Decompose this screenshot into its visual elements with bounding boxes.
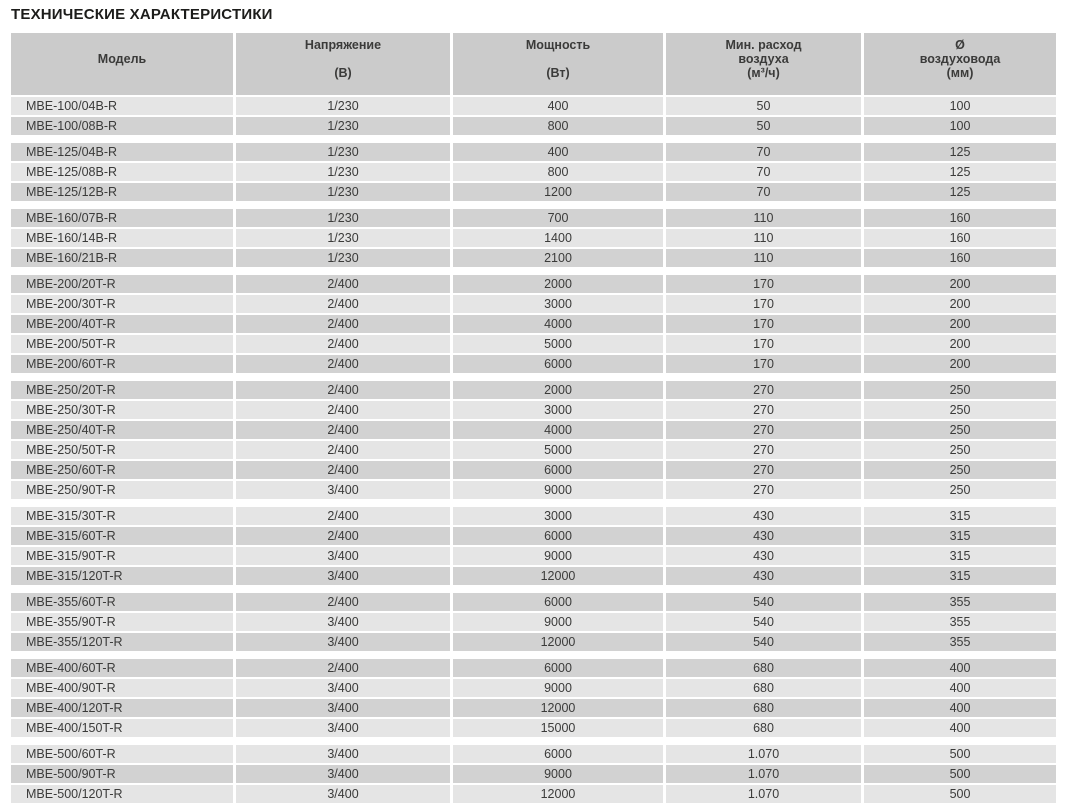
table-row xyxy=(11,249,1056,267)
header-cell-power-line: (Вт) xyxy=(546,66,570,80)
cell-airflow: 170 xyxy=(666,275,861,293)
cell-duct: 250 xyxy=(864,381,1056,399)
cell-power: 1400 xyxy=(453,229,663,247)
cell-model: MBE-125/04B-R xyxy=(11,143,233,161)
cell-duct: 250 xyxy=(864,481,1056,499)
cell-airflow: 70 xyxy=(666,163,861,181)
model-group-MBE-250 xyxy=(11,381,1056,499)
cell-duct: 200 xyxy=(864,315,1056,333)
cell-voltage: 2/400 xyxy=(236,659,450,677)
cell-duct: 315 xyxy=(864,507,1056,525)
cell-power: 800 xyxy=(453,117,663,135)
table-row xyxy=(11,633,1056,651)
cell-duct: 500 xyxy=(864,785,1056,803)
spec-table xyxy=(11,33,1056,803)
table-row xyxy=(11,117,1056,135)
cell-power: 5000 xyxy=(453,335,663,353)
cell-model: MBE-125/08B-R xyxy=(11,163,233,181)
cell-power: 6000 xyxy=(453,355,663,373)
table-row xyxy=(11,381,1056,399)
cell-airflow: 1.070 xyxy=(666,785,861,803)
cell-airflow: 1.070 xyxy=(666,765,861,783)
cell-duct: 100 xyxy=(864,97,1056,115)
cell-power: 4000 xyxy=(453,315,663,333)
cell-power: 6000 xyxy=(453,659,663,677)
cell-voltage: 3/400 xyxy=(236,633,450,651)
cell-model: MBE-315/60T-R xyxy=(11,527,233,545)
cell-airflow: 680 xyxy=(666,719,861,737)
table-row xyxy=(11,401,1056,419)
cell-voltage: 3/400 xyxy=(236,481,450,499)
cell-voltage: 2/400 xyxy=(236,381,450,399)
header-cell-model-line: Модель xyxy=(97,52,147,66)
cell-duct: 160 xyxy=(864,249,1056,267)
header-cell-duct-line: (мм) xyxy=(946,66,974,80)
cell-airflow: 50 xyxy=(666,117,861,135)
cell-model: MBE-355/120T-R xyxy=(11,633,233,651)
cell-model: MBE-315/30T-R xyxy=(11,507,233,525)
cell-power: 6000 xyxy=(453,593,663,611)
header-cell-power xyxy=(453,33,663,95)
cell-voltage: 2/400 xyxy=(236,441,450,459)
header-cell-model xyxy=(11,33,233,95)
cell-power: 12000 xyxy=(453,785,663,803)
table-row xyxy=(11,355,1056,373)
model-group-MBE-125 xyxy=(11,143,1056,201)
cell-voltage: 1/230 xyxy=(236,97,450,115)
cell-power: 9000 xyxy=(453,547,663,565)
cell-duct: 355 xyxy=(864,633,1056,651)
cell-airflow: 430 xyxy=(666,547,861,565)
cell-airflow: 1.070 xyxy=(666,745,861,763)
table-row xyxy=(11,765,1056,783)
cell-duct: 355 xyxy=(864,593,1056,611)
cell-voltage: 3/400 xyxy=(236,699,450,717)
cell-duct: 400 xyxy=(864,719,1056,737)
table-row xyxy=(11,143,1056,161)
cell-power: 800 xyxy=(453,163,663,181)
cell-model: MBE-250/60T-R xyxy=(11,461,233,479)
cell-voltage: 2/400 xyxy=(236,593,450,611)
cell-voltage: 1/230 xyxy=(236,209,450,227)
cell-voltage: 1/230 xyxy=(236,143,450,161)
model-group-MBE-400 xyxy=(11,659,1056,737)
cell-model: MBE-250/20T-R xyxy=(11,381,233,399)
header-cell-airflow-line: (м³/ч) xyxy=(747,66,780,80)
table-row xyxy=(11,229,1056,247)
cell-model: MBE-315/90T-R xyxy=(11,547,233,565)
cell-model: MBE-100/04B-R xyxy=(11,97,233,115)
cell-voltage: 2/400 xyxy=(236,507,450,525)
cell-voltage: 1/230 xyxy=(236,249,450,267)
table-row xyxy=(11,275,1056,293)
cell-duct: 200 xyxy=(864,275,1056,293)
table-row xyxy=(11,613,1056,631)
table-row xyxy=(11,461,1056,479)
cell-airflow: 680 xyxy=(666,699,861,717)
cell-voltage: 2/400 xyxy=(236,401,450,419)
cell-airflow: 50 xyxy=(666,97,861,115)
cell-duct: 160 xyxy=(864,209,1056,227)
cell-voltage: 3/400 xyxy=(236,679,450,697)
cell-airflow: 270 xyxy=(666,421,861,439)
cell-power: 400 xyxy=(453,97,663,115)
cell-duct: 500 xyxy=(864,745,1056,763)
cell-duct: 400 xyxy=(864,699,1056,717)
cell-power: 6000 xyxy=(453,461,663,479)
cell-voltage: 3/400 xyxy=(236,765,450,783)
cell-power: 2000 xyxy=(453,381,663,399)
table-row xyxy=(11,679,1056,697)
cell-voltage: 2/400 xyxy=(236,295,450,313)
cell-airflow: 540 xyxy=(666,593,861,611)
header-cell-voltage-line: Напряжение xyxy=(304,38,382,52)
cell-model: MBE-160/21B-R xyxy=(11,249,233,267)
cell-voltage: 1/230 xyxy=(236,117,450,135)
cell-model: MBE-250/50T-R xyxy=(11,441,233,459)
cell-model: MBE-500/60T-R xyxy=(11,745,233,763)
cell-airflow: 70 xyxy=(666,183,861,201)
cell-airflow: 430 xyxy=(666,527,861,545)
table-row xyxy=(11,745,1056,763)
cell-airflow: 540 xyxy=(666,633,861,651)
cell-voltage: 1/230 xyxy=(236,183,450,201)
cell-duct: 200 xyxy=(864,295,1056,313)
model-group-MBE-355 xyxy=(11,593,1056,651)
table-row xyxy=(11,547,1056,565)
cell-voltage: 1/230 xyxy=(236,163,450,181)
cell-power: 15000 xyxy=(453,719,663,737)
header-cell-duct xyxy=(864,33,1056,95)
cell-model: MBE-400/60T-R xyxy=(11,659,233,677)
cell-model: MBE-200/30T-R xyxy=(11,295,233,313)
cell-airflow: 170 xyxy=(666,315,861,333)
cell-voltage: 3/400 xyxy=(236,547,450,565)
cell-power: 12000 xyxy=(453,633,663,651)
cell-power: 6000 xyxy=(453,745,663,763)
cell-airflow: 110 xyxy=(666,209,861,227)
cell-model: MBE-400/150T-R xyxy=(11,719,233,737)
cell-airflow: 270 xyxy=(666,441,861,459)
cell-airflow: 680 xyxy=(666,679,861,697)
cell-model: MBE-500/120T-R xyxy=(11,785,233,803)
cell-voltage: 2/400 xyxy=(236,527,450,545)
header-cell-duct-line: воздуховода xyxy=(919,52,1001,66)
table-row xyxy=(11,785,1056,803)
cell-power: 3000 xyxy=(453,295,663,313)
table-row xyxy=(11,295,1056,313)
cell-power: 9000 xyxy=(453,679,663,697)
cell-airflow: 680 xyxy=(666,659,861,677)
header-cell-duct-line: Ø xyxy=(955,38,965,52)
cell-model: MBE-160/14B-R xyxy=(11,229,233,247)
cell-power: 1200 xyxy=(453,183,663,201)
cell-model: MBE-200/60T-R xyxy=(11,355,233,373)
model-group-MBE-160 xyxy=(11,209,1056,267)
cell-duct: 250 xyxy=(864,461,1056,479)
cell-model: MBE-200/40T-R xyxy=(11,315,233,333)
cell-duct: 200 xyxy=(864,335,1056,353)
table-row xyxy=(11,507,1056,525)
cell-model: MBE-100/08B-R xyxy=(11,117,233,135)
table-row xyxy=(11,441,1056,459)
cell-voltage: 2/400 xyxy=(236,315,450,333)
cell-duct: 250 xyxy=(864,401,1056,419)
cell-duct: 125 xyxy=(864,163,1056,181)
cell-duct: 250 xyxy=(864,421,1056,439)
cell-model: MBE-200/20T-R xyxy=(11,275,233,293)
cell-model: MBE-315/120T-R xyxy=(11,567,233,585)
cell-model: MBE-250/90T-R xyxy=(11,481,233,499)
model-group-MBE-200 xyxy=(11,275,1056,373)
cell-power: 4000 xyxy=(453,421,663,439)
cell-model: MBE-250/40T-R xyxy=(11,421,233,439)
cell-power: 400 xyxy=(453,143,663,161)
cell-model: MBE-400/120T-R xyxy=(11,699,233,717)
table-row xyxy=(11,659,1056,677)
header-cell-power-line: Мощность xyxy=(525,38,591,52)
model-group-MBE-315 xyxy=(11,507,1056,585)
cell-airflow: 270 xyxy=(666,481,861,499)
cell-model: MBE-160/07B-R xyxy=(11,209,233,227)
cell-duct: 250 xyxy=(864,441,1056,459)
cell-model: MBE-355/90T-R xyxy=(11,613,233,631)
table-row xyxy=(11,421,1056,439)
cell-power: 700 xyxy=(453,209,663,227)
header-cell-voltage xyxy=(236,33,450,95)
cell-voltage: 3/400 xyxy=(236,567,450,585)
cell-duct: 400 xyxy=(864,679,1056,697)
cell-power: 5000 xyxy=(453,441,663,459)
cell-duct: 200 xyxy=(864,355,1056,373)
cell-duct: 400 xyxy=(864,659,1056,677)
table-body xyxy=(11,97,1056,803)
cell-duct: 315 xyxy=(864,547,1056,565)
cell-airflow: 170 xyxy=(666,355,861,373)
header-cell-airflow-line: воздуха xyxy=(738,52,789,66)
table-row xyxy=(11,481,1056,499)
cell-power: 3000 xyxy=(453,401,663,419)
cell-duct: 125 xyxy=(864,143,1056,161)
cell-airflow: 110 xyxy=(666,229,861,247)
cell-power: 2000 xyxy=(453,275,663,293)
cell-power: 12000 xyxy=(453,567,663,585)
cell-model: MBE-125/12B-R xyxy=(11,183,233,201)
page-title: ТЕХНИЧЕСКИЕ ХАРАКТЕРИСТИКИ xyxy=(11,6,273,23)
table-header xyxy=(11,33,1056,95)
table-row xyxy=(11,527,1056,545)
header-cell-airflow-line: Мин. расход xyxy=(725,38,802,52)
cell-voltage: 3/400 xyxy=(236,613,450,631)
cell-model: MBE-250/30T-R xyxy=(11,401,233,419)
cell-airflow: 70 xyxy=(666,143,861,161)
table-row xyxy=(11,719,1056,737)
cell-voltage: 1/230 xyxy=(236,229,450,247)
cell-airflow: 270 xyxy=(666,381,861,399)
cell-duct: 125 xyxy=(864,183,1056,201)
cell-duct: 315 xyxy=(864,527,1056,545)
cell-power: 9000 xyxy=(453,613,663,631)
table-row xyxy=(11,183,1056,201)
cell-power: 12000 xyxy=(453,699,663,717)
header-cell-voltage-line: (В) xyxy=(334,66,352,80)
cell-duct: 315 xyxy=(864,567,1056,585)
cell-voltage: 2/400 xyxy=(236,461,450,479)
model-group-MBE-500 xyxy=(11,745,1056,803)
cell-airflow: 430 xyxy=(666,507,861,525)
cell-power: 6000 xyxy=(453,527,663,545)
table-row xyxy=(11,315,1056,333)
cell-power: 9000 xyxy=(453,765,663,783)
cell-power: 3000 xyxy=(453,507,663,525)
model-group-MBE-100 xyxy=(11,97,1056,135)
cell-airflow: 540 xyxy=(666,613,861,631)
cell-power: 2100 xyxy=(453,249,663,267)
cell-model: MBE-355/60T-R xyxy=(11,593,233,611)
table-row xyxy=(11,699,1056,717)
cell-airflow: 270 xyxy=(666,461,861,479)
cell-duct: 100 xyxy=(864,117,1056,135)
cell-duct: 355 xyxy=(864,613,1056,631)
cell-voltage: 3/400 xyxy=(236,785,450,803)
cell-airflow: 170 xyxy=(666,335,861,353)
cell-voltage: 2/400 xyxy=(236,421,450,439)
cell-duct: 160 xyxy=(864,229,1056,247)
cell-duct: 500 xyxy=(864,765,1056,783)
cell-power: 9000 xyxy=(453,481,663,499)
cell-voltage: 3/400 xyxy=(236,719,450,737)
cell-voltage: 2/400 xyxy=(236,335,450,353)
cell-airflow: 270 xyxy=(666,401,861,419)
table-row xyxy=(11,567,1056,585)
header-cell-airflow xyxy=(666,33,861,95)
cell-voltage: 2/400 xyxy=(236,275,450,293)
cell-voltage: 2/400 xyxy=(236,355,450,373)
cell-airflow: 170 xyxy=(666,295,861,313)
table-row xyxy=(11,335,1056,353)
table-row xyxy=(11,163,1056,181)
cell-model: MBE-400/90T-R xyxy=(11,679,233,697)
table-row xyxy=(11,97,1056,115)
cell-airflow: 430 xyxy=(666,567,861,585)
cell-voltage: 3/400 xyxy=(236,745,450,763)
cell-model: MBE-200/50T-R xyxy=(11,335,233,353)
cell-model: MBE-500/90T-R xyxy=(11,765,233,783)
table-row xyxy=(11,209,1056,227)
table-row xyxy=(11,593,1056,611)
cell-airflow: 110 xyxy=(666,249,861,267)
